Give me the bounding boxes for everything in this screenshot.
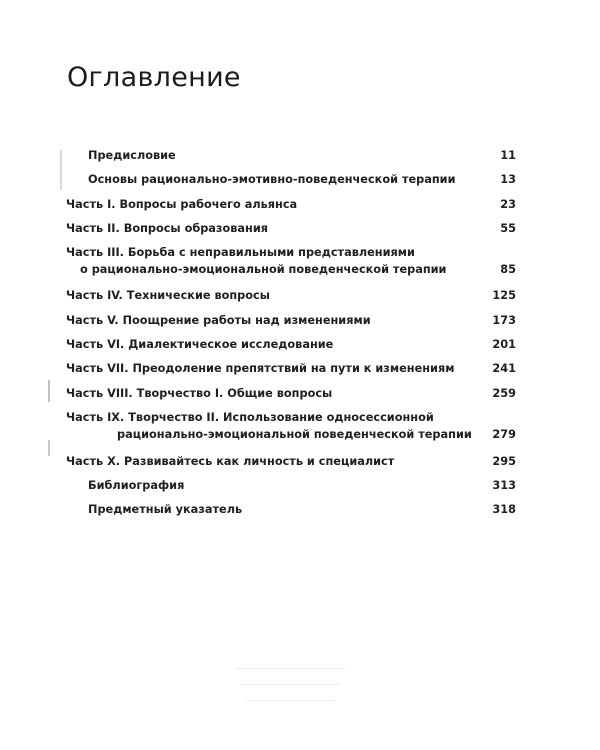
toc-entry-page: 23	[500, 198, 516, 211]
toc-entry-label: Часть I. Вопросы рабочего альянса	[66, 198, 298, 211]
toc-entry-subject-index[interactable]	[66, 501, 516, 518]
toc-entry-part-7[interactable]	[66, 360, 516, 377]
toc-entry-page: 201	[492, 338, 516, 351]
toc-entry-page: 125	[492, 289, 516, 302]
toc-entry-part-9[interactable]	[66, 409, 516, 443]
scan-artifact	[240, 684, 340, 685]
toc-entry-page: 13	[500, 173, 516, 186]
toc-entry-label: Часть IX. Творчество II. Использование односессионной	[66, 411, 434, 424]
toc-entry-label: Библиография	[88, 479, 185, 492]
scan-artifact	[245, 700, 335, 701]
toc-entry-page: 241	[492, 362, 516, 375]
toc-entry-part-8[interactable]	[66, 385, 516, 402]
toc-entry-label-continued: рационально-эмоциональной поведенческой терапии	[117, 428, 472, 441]
toc-entry-part-2[interactable]	[66, 220, 516, 237]
toc-entry-page: 295	[492, 455, 516, 468]
toc-entry-label: Часть X. Развивайтесь как личность и специалист	[66, 455, 395, 468]
toc-entry-label: Основы рационально-эмотивно-поведенческой терапии	[88, 173, 456, 186]
toc-entry-page: 11	[500, 149, 516, 162]
toc-entry-preface[interactable]	[66, 147, 516, 164]
toc-entry-label: Часть VIII. Творчество I. Общие вопросы	[66, 387, 333, 400]
toc-entry-label: Часть V. Поощрение работы над изменениями	[66, 314, 371, 327]
toc-entry-label: Часть III. Борьба с неправильными представлениями	[66, 246, 415, 259]
toc-entry-basics[interactable]	[66, 171, 516, 188]
toc-entry-bibliography[interactable]	[66, 477, 516, 494]
scan-artifact	[60, 150, 62, 190]
toc-entry-page: 85	[500, 263, 516, 276]
toc-entry-label: Часть VII. Преодоление препятствий на пути к изменениям	[66, 362, 455, 375]
scan-artifact	[235, 668, 345, 669]
toc-entry-label: Предметный указатель	[88, 503, 243, 516]
toc-entry-label: Часть II. Вопросы образования	[66, 222, 269, 235]
page-title: Оглавление	[67, 62, 241, 93]
toc-entry-page: 279	[492, 428, 516, 441]
scan-artifact	[48, 380, 50, 402]
toc-entry-page: 313	[492, 479, 516, 492]
toc-entry-part-6[interactable]	[66, 336, 516, 353]
toc-entry-part-3[interactable]	[66, 244, 516, 278]
toc-entry-label-continued: о рационально-эмоциональной поведенческой терапии	[80, 263, 447, 276]
toc-entry-label: Часть IV. Технические вопросы	[66, 289, 270, 302]
toc-entry-part-1[interactable]	[66, 196, 516, 213]
scan-artifact	[48, 440, 50, 456]
toc-entry-page: 55	[500, 222, 516, 235]
toc-entry-page: 259	[492, 387, 516, 400]
toc-entry-part-5[interactable]	[66, 312, 516, 329]
toc-entry-label: Часть VI. Диалектическое исследование	[66, 338, 334, 351]
toc-entry-label: Предисловие	[88, 149, 176, 162]
toc-entry-page: 173	[492, 314, 516, 327]
toc-entry-part-4[interactable]	[66, 287, 516, 304]
toc-entry-page: 318	[492, 503, 516, 516]
toc-entry-part-10[interactable]	[66, 453, 516, 470]
